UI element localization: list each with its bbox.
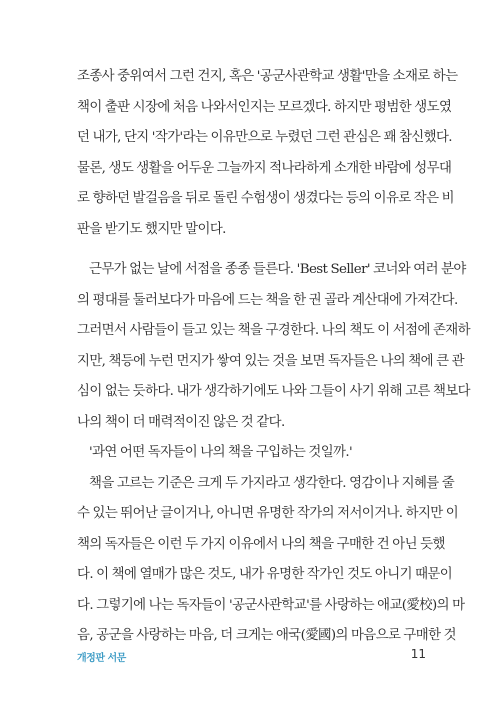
running-footer-title: 개정판 서문 (77, 653, 126, 664)
text-line: 물론, 생도 생활을 어두운 그늘까지 적나라하게 소개한 바람에 성무대 (77, 160, 452, 176)
text-line: 의 평대를 둘러보다가 마음에 드는 책을 한 권 골라 계산대에 가져간다. (77, 292, 458, 308)
paragraph-2 (77, 255, 470, 652)
text-line: 심이 없는 듯하다. 내가 생각하기에도 나와 그들이 사기 위해 고른 책보다 (77, 384, 470, 399)
text-line: 로 향하던 발걸음을 뒤로 돌린 수험생이 생겼다는 등의 이유로 작은 비 (77, 191, 454, 206)
text-line: 판을 받기도 했지만 말이다. (77, 221, 226, 237)
text-line: 음, 공군을 사랑하는 마음, 더 크게는 애국(愛國)의 마음으로 구매한 것 (77, 628, 456, 643)
paragraph-1 (77, 62, 458, 245)
text-line: 지만, 책등에 누런 먼지가 쌓여 있는 것을 보면 독자들은 나의 책에 큰 관 (77, 353, 464, 369)
text-line: 나의 책이 더 매력적이진 않은 것 같다. (77, 414, 285, 430)
quote-line: '과연 어떤 독자들이 나의 책을 구입하는 것일까.' (89, 445, 353, 460)
page-number: 11 (410, 647, 426, 661)
text-line: 책이 출판 시장에 처음 나와서인지는 모르겠다. 하지만 평범한 생도였 (77, 99, 452, 115)
text-line: 다. 그렇기에 나는 독자들이 '공군사관학교'를 사랑하는 애교(愛校)의 마 (77, 597, 465, 613)
text-line: 던 내가, 단지 '작가'라는 이유만으로 누렸던 그런 관심은 꽤 참신했다. (77, 130, 452, 145)
text-line: 조종사 중위여서 그런 건지, 혹은 '공군사관학교 생활'만을 소재로 하는 (77, 69, 458, 84)
text-line: 근무가 없는 날에 서점을 종종 들른다. 'Best Seller' 코너와 여러 분야 (89, 262, 466, 277)
text-line: 책의 독자들은 이런 두 가지 이유에서 나의 책을 구매한 건 아닌 듯했 (77, 536, 445, 552)
text-line: 수 있는 뛰어난 글이거나, 아니면 유명한 작가의 저서이거나. 하지만 이 (77, 506, 459, 521)
text-line: 다. 이 책에 열매가 많은 것도, 내가 유명한 작가인 것도 아니기 때문이 (77, 567, 453, 582)
text-line: 책을 고르는 기준은 크게 두 가지라고 생각한다. 영감이나 지혜를 줄 (89, 475, 455, 491)
text-line: 그러면서 사람들이 들고 있는 책을 구경한다. 나의 책도 이 서점에 존재하 (77, 323, 470, 338)
